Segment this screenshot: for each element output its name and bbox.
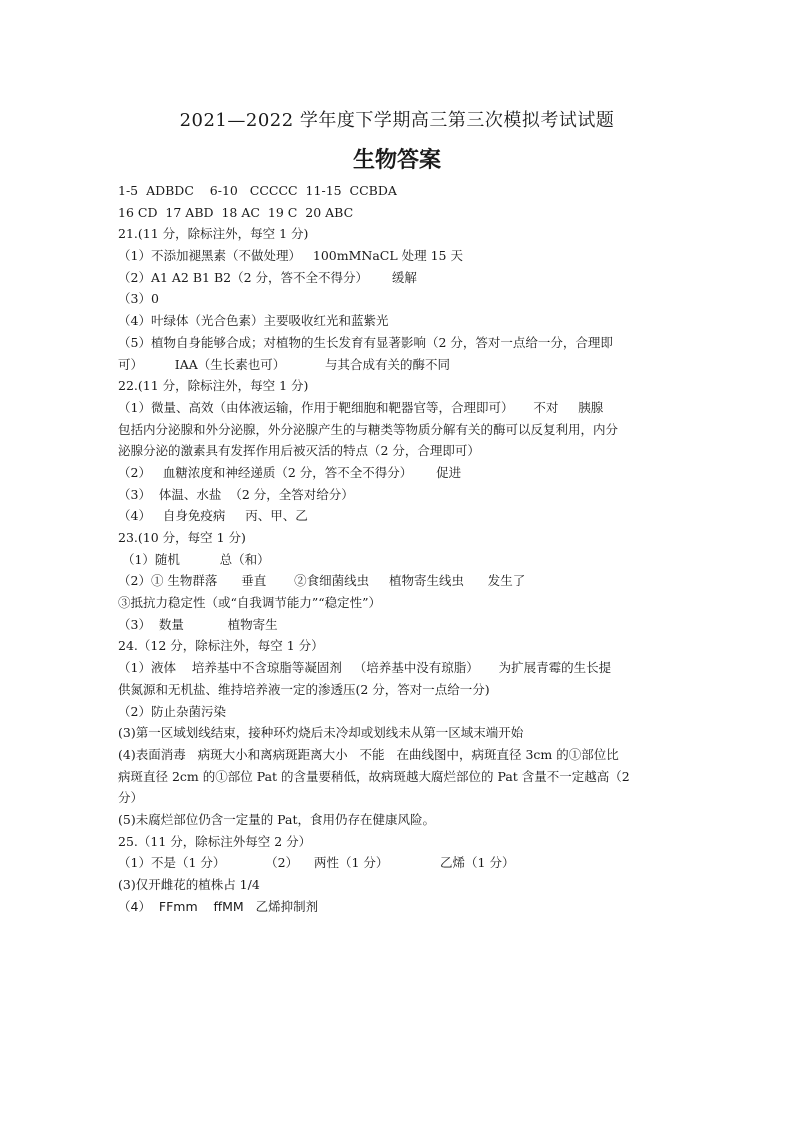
answer-line: 包括内分泌腺和外分泌腺，外分泌腺产生的与糖类等物质分解有关的酶可以反复利用，内分 bbox=[118, 421, 619, 437]
answer-line: ③抵抗力稳定性（或“自我调节能力”“稳定性”） bbox=[118, 595, 382, 611]
answer-line: 分） bbox=[118, 790, 144, 806]
answer-line: 可） IAA（生长素也可） 与其合成有关的酶不同 bbox=[118, 356, 451, 372]
answer-line: （5）植物自身能够合成；对植物的生长发育有显著影响（2 分，答对一点给一分，合理即 bbox=[118, 334, 613, 350]
answer-line: （1）不添加褪黑素（不做处理） 100mMNaCL 处理 15 天 bbox=[118, 248, 463, 264]
answer-line: （4）叶绿体（光合色素）主要吸收红光和蓝紫光 bbox=[118, 313, 389, 329]
document-title: 2021—2022 学年度下学期高三第三次模拟考试试题 bbox=[179, 110, 615, 131]
answer-line: （2）① 生物群落 垂直 ②食细菌线虫 植物寄生线虫 发生了 bbox=[118, 573, 526, 589]
answer-line: （3）0 bbox=[118, 291, 159, 307]
answer-body bbox=[118, 180, 688, 917]
answer-line: （4） FFmm ffMM 乙烯抑制剂 bbox=[118, 898, 319, 914]
answer-line: （1）随机 总（和） bbox=[118, 551, 270, 567]
document-subtitle: 生物答案 bbox=[352, 148, 441, 173]
answer-line: （1）不是（1 分） （2） 两性（1 分） 乙烯（1 分） bbox=[118, 855, 515, 871]
answer-line: （4） 自身免疫病 丙、甲、乙 bbox=[118, 508, 308, 524]
answer-line: 泌腺分泌的激素具有发挥作用后被灭活的特点（2 分，合理即可） bbox=[118, 443, 480, 459]
answer-line: （1）液体 培养基中不含琼脂等凝固剂 （培养基中没有琼脂） 为扩展青霉的生长提 bbox=[118, 660, 612, 676]
answer-line: 24.（12 分，除标注外，每空 1 分） bbox=[118, 638, 324, 654]
answer-line: 22.(11 分，除标注外，每空 1 分) bbox=[118, 378, 309, 394]
answer-line: 21.(11 分，除标注外，每空 1 分) bbox=[118, 226, 309, 242]
answer-line: 病斑直径 2cm 的①部位 Pat 的含量要稍低，故病斑越大腐烂部位的 Pat 含量不一定越高（2 bbox=[118, 768, 630, 784]
answer-line: （3） 体温、水盐 （2 分，全答对给分） bbox=[118, 486, 354, 502]
answer-line: （2） 血糖浓度和神经递质（2 分，答不全不得分） 促进 bbox=[118, 464, 462, 480]
answer-line: （2）A1 A2 B1 B2（2 分，答不全不得分） 缓解 bbox=[118, 269, 417, 285]
answer-line: 25.（11 分，除标注外每空 2 分） bbox=[118, 833, 312, 849]
answer-line: （3） 数量 植物寄生 bbox=[118, 616, 278, 632]
answer-line: 16 CD 17 ABD 18 AC 19 C 20 ABC bbox=[118, 204, 354, 220]
answer-line: 供氮源和无机盐、维持培养液一定的渗透压(2 分，答对一点给一分) bbox=[118, 681, 490, 697]
answer-line: (5)未腐烂部位仍含一定量的 Pat，食用仍存在健康风险。 bbox=[118, 811, 436, 827]
answer-line: 1-5 ADBDC 6-10 CCCCC 11-15 CCBDA bbox=[118, 183, 397, 198]
answer-line: (4)表面消毒 病斑大小和离病斑距离大小 不能 在曲线图中，病斑直径 3cm 的①部位比 bbox=[118, 746, 619, 762]
answer-line: (3)第一区域划线结束，接种环灼烧后未冷却或划线未从第一区域末端开始 bbox=[118, 725, 524, 741]
answer-line: （1）微量、高效（由体液运输，作用于靶细胞和靶器官等，合理即可） 不对 胰腺 bbox=[118, 399, 604, 415]
answer-line: （2）防止杂菌污染 bbox=[118, 703, 226, 719]
answer-line: (3)仅开雌花的植株占 1/4 bbox=[118, 877, 260, 892]
answer-line: 23.(10 分，每空 1 分) bbox=[118, 530, 246, 545]
